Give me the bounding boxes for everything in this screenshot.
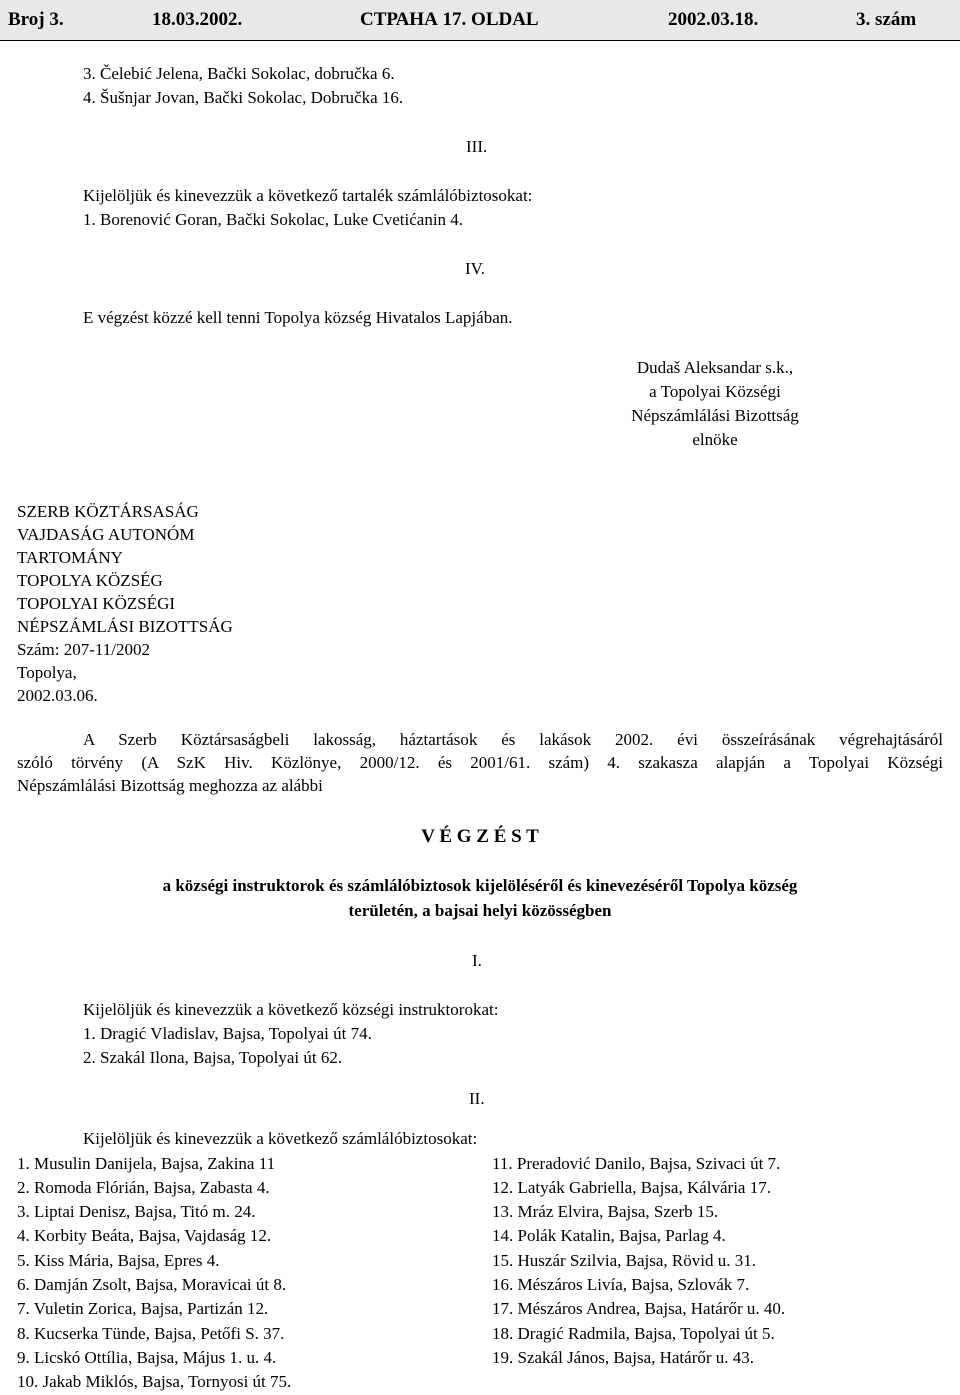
preamble-line: Népszámlálási Bizottság meghozza az alábbi [17, 776, 323, 795]
section-i-heading: I. [472, 951, 482, 970]
authority-number: Szám: 207-11/2002 [17, 640, 150, 659]
list-item: 6. Damján Zsolt, Bajsa, Moravicai út 8. [17, 1275, 287, 1294]
preamble-line: szóló törvény (A SzK Hiv. Közlönye, 2000/12. és 2001/61. szám) 4. szakasza alapján a Topolyai Községi [17, 753, 943, 772]
preamble [17, 728, 943, 797]
authority-line: TARTOMÁNY [17, 548, 123, 567]
section-iv-text: E végzést közzé kell tenni Topolya község Hivatalos Lapjában. [83, 308, 513, 327]
authority-date: 2002.03.06. [17, 686, 98, 705]
page-header [0, 0, 960, 41]
decision-title: V É G Z É S T [421, 826, 539, 847]
section-iv-heading: IV. [465, 259, 485, 278]
signature-name: Dudaš Aleksandar s.k., [636, 358, 794, 377]
list-item: 18. Dragić Radmila, Bajsa, Topolyai út 5. [492, 1324, 775, 1343]
list-item: 2. Szakál Ilona, Bajsa, Topolyai út 62. [83, 1048, 343, 1067]
list-item: 15. Huszár Szilvia, Bajsa, Rövid u. 31. [492, 1251, 756, 1270]
authority-line: NÉPSZÁMLÁSI BIZOTTSÁG [17, 617, 233, 636]
section-ii-intro: Kijelöljük és kinevezzük a következő számlálóbiztosokat: [83, 1129, 478, 1148]
list-item: 3. Čelebić Jelena, Bački Sokolac, dobručka 6. [83, 64, 395, 83]
list-item: 8. Kucserka Tünde, Bajsa, Petőfi S. 37. [17, 1324, 285, 1343]
list-item: 11. Preradović Danilo, Bajsa, Szivaci út 7. [492, 1154, 781, 1173]
list-item: 17. Mészáros Andrea, Bajsa, Határőr u. 40. [492, 1299, 786, 1318]
header-date-serbian: 18.03.2002. [152, 9, 243, 30]
header-page: СТРАНА 17. OLDAL [360, 9, 539, 30]
authority-line: VAJDASÁG AUTONÓM [17, 525, 195, 544]
list-item: 16. Mészáros Livía, Bajsa, Szlovák 7. [492, 1275, 750, 1294]
signature-line: Népszámlálási Bizottság [631, 406, 799, 425]
header-number: 3. szám [856, 9, 917, 30]
signature-line: a Topolyai Községi [649, 382, 781, 401]
header-date-hungarian: 2002.03.18. [668, 9, 759, 30]
list-item: 10. Jakab Miklós, Bajsa, Tornyosi út 75. [17, 1372, 292, 1391]
list-item: 5. Kiss Mária, Bajsa, Epres 4. [17, 1251, 220, 1270]
list-item: 2. Romoda Flórián, Bajsa, Zabasta 4. [17, 1178, 270, 1197]
signature-line: elnöke [692, 430, 738, 449]
decision-subtitle: területén, a bajsai helyi közösségben [348, 901, 612, 920]
section-iii-intro: Kijelöljük és kinevezzük a következő tartalék számlálóbiztosokat: [83, 186, 533, 205]
list-item: 1. Dragić Vladislav, Bajsa, Topolyai út 74. [83, 1024, 372, 1043]
decision-subtitle: a községi instruktorok és számlálóbiztosok kijelöléséről és kinevezéséről Topolya község [162, 876, 798, 895]
list-item: 14. Polák Katalin, Bajsa, Parlag 4. [492, 1226, 726, 1245]
section-i-intro: Kijelöljük és kinevezzük a következő községi instruktorokat: [83, 1000, 499, 1019]
list-item: 4. Korbity Beáta, Bajsa, Vajdaság 12. [17, 1226, 272, 1245]
authority-line: TOPOLYA KÖZSÉG [17, 571, 163, 590]
list-item: 12. Latyák Gabriella, Bajsa, Kálvária 17. [492, 1178, 771, 1197]
list-item: 9. Licskó Ottília, Bajsa, Május 1. u. 4. [17, 1348, 277, 1367]
section-iii-heading: III. [466, 137, 488, 156]
authority-place: Topolya, [17, 663, 77, 682]
authority-line: TOPOLYAI KÖZSÉGI [17, 594, 176, 613]
list-item: 1. Musulin Danijela, Bajsa, Zakina 11 [17, 1154, 276, 1173]
section-ii-heading: II. [469, 1089, 485, 1108]
list-item: 3. Liptai Denisz, Bajsa, Titó m. 24. [17, 1202, 256, 1221]
header-issue: Broj 3. [8, 9, 64, 30]
preamble-line: A Szerb Köztársaságbeli lakosság, háztartások és lakások 2002. évi összeírásának végrehajtásáról [83, 730, 943, 749]
list-item: 1. Borenović Goran, Bački Sokolac, Luke Cvetićanin 4. [83, 210, 464, 229]
list-item: 13. Mráz Elvira, Bajsa, Szerb 15. [492, 1202, 719, 1221]
list-item: 4. Šušnjar Jovan, Bački Sokolac, Dobručka 16. [83, 88, 404, 107]
authority-line: SZERB KÖZTÁRSASÁG [17, 502, 199, 521]
list-item: 7. Vuletin Zorica, Bajsa, Partizán 12. [17, 1299, 269, 1318]
list-item: 19. Szakál János, Bajsa, Határőr u. 43. [492, 1348, 755, 1367]
